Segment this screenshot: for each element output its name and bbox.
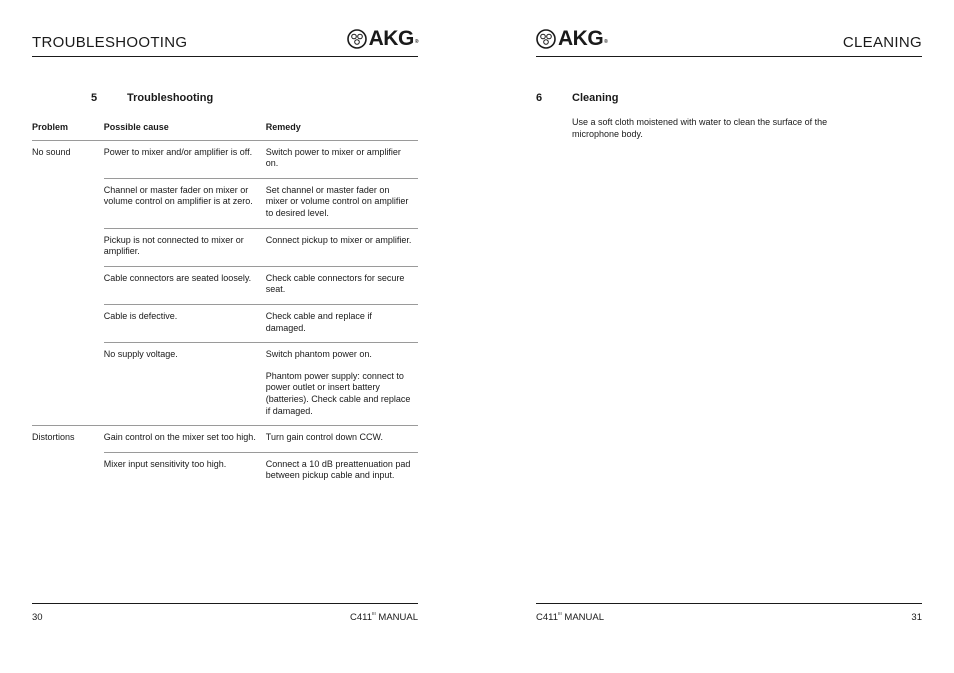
cause-cell: Cable is defective. <box>104 304 266 342</box>
remedy-cell: Switch power to mixer or amplifier on. <box>266 140 418 178</box>
section-number: 6 <box>536 92 543 104</box>
column-header-problem: Problem <box>32 116 104 140</box>
remedy-cell <box>266 343 418 426</box>
column-header-cause: Possible cause <box>104 116 266 140</box>
cause-cell: Mixer input sensitivity too high. <box>103 458 227 469</box>
table-row <box>32 452 418 490</box>
table-row <box>32 140 418 178</box>
problem-cell <box>32 343 104 426</box>
akg-logotype: AKG® <box>368 27 418 50</box>
remedy-text: Switch phantom power on. <box>265 349 372 360</box>
table-row <box>32 228 418 266</box>
right-page <box>536 0 922 673</box>
remedy-cell: Check cable connectors for secure seat. <box>266 266 418 304</box>
manual-name: $C411^{III}$ MANUAL <box>536 611 605 623</box>
page-header <box>536 26 922 57</box>
left-page <box>32 0 418 673</box>
troubleshooting-table <box>32 116 418 490</box>
cause-cell: Cable connectors are seated loosely. <box>104 266 266 304</box>
problem-cell <box>32 266 104 304</box>
page-number: 30 <box>32 612 43 623</box>
cleaning-instructions: Use a soft cloth moistened with water to clean the surface of the microphone body. <box>572 117 828 139</box>
page-number: 31 <box>911 612 922 623</box>
remedy-cell: Set channel or master fader on mixer or volume control on amplifier to desired level. <box>266 178 418 228</box>
akg-logo <box>536 28 607 50</box>
problem-cell <box>32 178 104 228</box>
cause-cell: Pickup is not connected to mixer or amplifier. <box>104 228 266 266</box>
section-number: 5 <box>91 92 98 104</box>
akg-logotype: AKG® <box>558 27 608 50</box>
akg-emblem-icon <box>347 29 367 49</box>
table-row <box>32 343 418 426</box>
remedy-cell: Turn gain control down CCW. <box>266 426 418 453</box>
page-footer <box>536 603 922 623</box>
section-title: Troubleshooting <box>127 92 214 104</box>
table-header-row <box>32 116 418 140</box>
problem-cell: Distortions <box>32 432 75 443</box>
problem-cell <box>32 228 104 266</box>
problem-cell: No sound <box>32 146 71 157</box>
cause-cell: No supply voltage. <box>104 343 266 426</box>
remedy-cell: Check cable and replace if damaged. <box>266 304 418 342</box>
table-row <box>32 304 418 342</box>
section-title: Cleaning <box>572 92 619 104</box>
akg-logo <box>347 28 418 50</box>
manual-name: $C411^{III}$ MANUAL <box>349 611 418 623</box>
cause-cell: Gain control on the mixer set too high. <box>104 426 266 453</box>
page-title: CLEANING <box>842 34 922 51</box>
table-row <box>32 178 418 228</box>
problem-cell <box>32 304 104 342</box>
remedy-cell: Connect a 10 dB preattenuation pad between pickup cable and input. <box>265 458 411 481</box>
page-title: TROUBLESHOOTING <box>32 34 188 51</box>
akg-emblem-icon <box>536 29 556 49</box>
problem-cell <box>32 452 104 490</box>
page-header <box>32 26 418 57</box>
remedy-extra-text: Phantom power supply: connect to power outlet or insert battery (batteries). Check cable and replace if damaged. <box>265 370 411 416</box>
page-footer <box>32 603 418 623</box>
cause-cell: Power to mixer and/or amplifier is off. <box>104 140 266 178</box>
cause-cell: Channel or master fader on mixer or volume control on amplifier is at zero. <box>104 178 266 228</box>
table-row <box>32 426 418 453</box>
table-row <box>32 266 418 304</box>
column-header-remedy: Remedy <box>266 116 418 140</box>
remedy-cell: Connect pickup to mixer or amplifier. <box>266 228 418 266</box>
